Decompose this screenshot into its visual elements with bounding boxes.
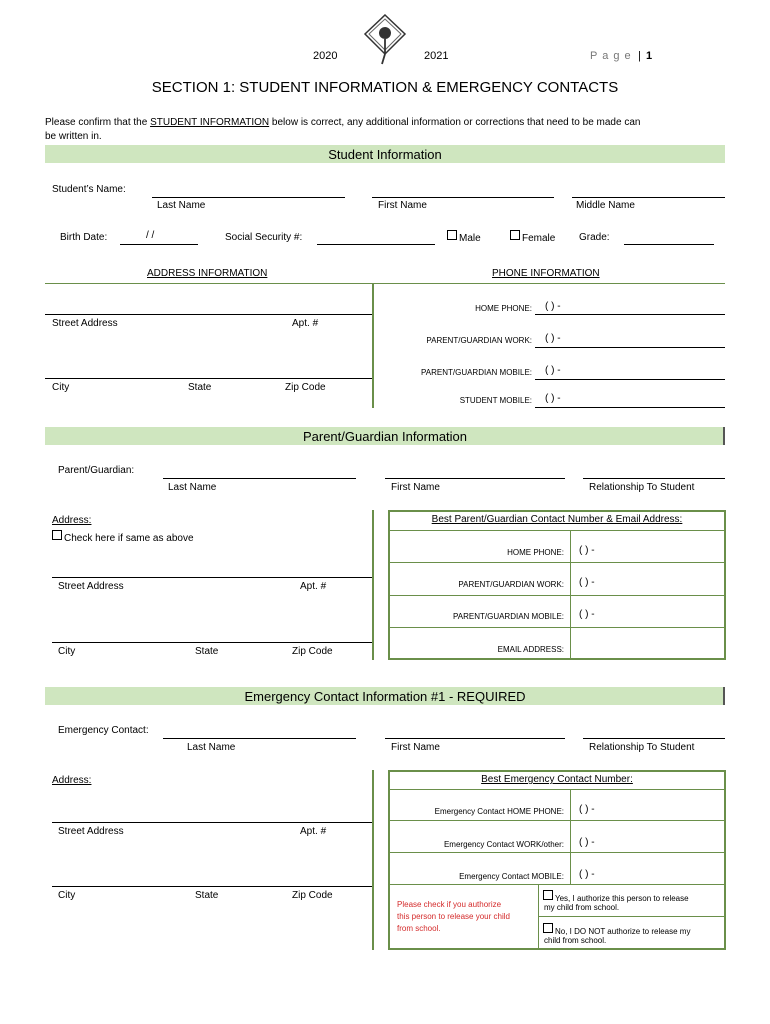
parent-address-label: Address: [52,515,92,526]
emergency-contact-header: Best Emergency Contact Number: [481,774,633,785]
phone-info-header: PHONE INFORMATION [492,268,600,279]
emergency-contact-label: Emergency Contact: [58,725,149,736]
student-section-divider [45,283,725,284]
ssn-field[interactable] [317,244,435,245]
birth-date-label: Birth Date: [60,232,108,243]
parent-city-caption: City [58,646,76,657]
authorize-note-line1: Please check if you authorize [397,900,502,909]
emergency-contact-row-line [388,789,724,790]
emergency-contact-row-line [388,852,724,853]
parent-mobile-phone-value[interactable]: ( ) - [579,609,595,620]
parent-street-field[interactable] [52,577,372,578]
band-edge [723,687,725,705]
emergency-home-phone-value[interactable]: ( ) - [579,804,595,815]
emergency-state-caption: State [195,890,219,901]
parent-contact-row-line [388,562,724,563]
student-last-name-caption: Last Name [157,200,206,211]
school-logo-icon [363,14,407,68]
student-parent-work-field[interactable] [535,347,725,348]
student-first-name-caption: First Name [378,200,427,211]
emergency-address-label: Address: [52,775,92,786]
page-title: SECTION 1: STUDENT INFORMATION & EMERGENCY CONTACTS [151,79,619,96]
year-start: 2020 [313,50,338,62]
student-mobile-label: STUDENT MOBILE: [459,396,532,405]
same-as-above-checkbox[interactable]: Check here if same as above [52,530,194,544]
female-checkbox[interactable]: Female [510,230,555,244]
authorize-no-line2: child from school. [544,936,607,945]
male-checkbox[interactable]: Male [447,230,481,244]
student-mobile-field[interactable] [535,407,725,408]
student-city-caption: City [52,382,70,393]
intro-text-line2: be written in. [45,131,102,142]
emergency-first-name-caption: First Name [391,742,440,753]
authorize-yes-line2: my child from school. [544,903,620,912]
page-number: 1 [646,50,653,62]
student-home-phone-field[interactable] [535,314,725,315]
emergency-street-field[interactable] [52,822,372,823]
emergency-contact-row-line [388,820,724,821]
parent-contact-row-line [388,530,724,531]
emergency-city-field[interactable] [52,886,372,887]
band-edge [723,427,725,445]
birth-date-value: / / [146,230,155,241]
student-apt-caption: Apt. # [292,318,319,329]
emergency-first-name-field[interactable] [385,738,565,739]
parent-home-phone-label: HOME PHONE: [507,548,564,557]
grade-field[interactable] [624,244,714,245]
parent-work-phone-value[interactable]: ( ) - [579,577,595,588]
emergency-apt-caption: Apt. # [300,826,327,837]
birth-date-field[interactable] [120,244,198,245]
student-name-label: Student’s Name: [52,184,126,195]
student-street-field[interactable] [45,314,372,315]
parent-contact-col-line [570,530,571,658]
checkbox-icon [52,530,62,540]
emergency-authorize-row-line [538,916,724,917]
student-home-phone-value: ( ) - [545,301,561,312]
parent-vertical-divider [372,510,374,660]
parent-first-name-caption: First Name [391,482,440,493]
authorize-note-line3: from school. [397,924,441,933]
student-street-caption: Street Address [52,318,118,329]
student-vertical-divider [372,283,374,408]
student-parent-work-label: PARENT/GUARDIAN WORK: [426,336,532,345]
emergency-relationship-field[interactable] [583,738,725,739]
student-middle-name-caption: Middle Name [576,200,635,211]
parent-apt-caption: Apt. # [300,581,327,592]
emergency-contact-col-line [570,789,571,885]
parent-email-label: EMAIL ADDRESS: [497,645,564,654]
authorize-yes-checkbox[interactable]: Yes, I authorize this person to release [543,890,689,903]
checkbox-icon [543,890,553,900]
emergency-contact-row-line [388,884,724,885]
parent-city-field[interactable] [52,642,372,643]
page-label: P a g e [590,50,632,62]
student-middle-name-field[interactable] [572,197,725,198]
emergency-authorize-col-line [538,884,539,948]
parent-label: Parent/Guardian: [58,465,135,476]
parent-home-phone-value[interactable]: ( ) - [579,545,595,556]
parent-relationship-field[interactable] [583,478,725,479]
student-city-field[interactable] [45,378,372,379]
page-separator: | [638,50,641,62]
checkbox-icon [543,923,553,933]
parent-street-caption: Street Address [58,581,124,592]
parent-work-phone-label: PARENT/GUARDIAN WORK: [458,580,564,589]
emergency-last-name-field[interactable] [163,738,356,739]
emergency-city-caption: City [58,890,76,901]
student-home-phone-label: HOME PHONE: [475,304,532,313]
checkbox-icon [510,230,520,240]
parent-contact-header: Best Parent/Guardian Contact Number & Email Address: [431,514,683,525]
parent-state-caption: State [195,646,219,657]
student-parent-mobile-field[interactable] [535,379,725,380]
student-first-name-field[interactable] [372,197,554,198]
parent-contact-row-line [388,595,724,596]
student-info-band: Student Information [45,145,725,163]
parent-info-band: Parent/Guardian Information [45,427,725,445]
parent-zip-caption: Zip Code [292,646,333,657]
parent-email-field[interactable] [572,630,722,656]
emergency-mobile-phone-value[interactable]: ( ) - [579,869,595,880]
authorize-no-checkbox[interactable]: No, I DO NOT authorize to release my [543,923,690,936]
emergency-info-band: Emergency Contact Information #1 - REQUIRED [45,687,725,705]
checkbox-icon [447,230,457,240]
address-info-header: ADDRESS INFORMATION [147,268,268,279]
emergency-work-phone-label: Emergency Contact WORK/other: [443,840,564,849]
emergency-relationship-caption: Relationship To Student [589,742,695,753]
emergency-home-phone-label: Emergency Contact HOME PHONE: [434,807,564,816]
emergency-street-caption: Street Address [58,826,124,837]
emergency-mobile-phone-label: Emergency Contact MOBILE: [459,872,564,881]
student-parent-work-value: ( ) - [545,333,561,344]
authorize-note-line2: this person to release your child [397,912,510,921]
parent-first-name-field[interactable] [385,478,565,479]
emergency-work-phone-value[interactable]: ( ) - [579,837,595,848]
student-state-caption: State [188,382,212,393]
parent-relationship-caption: Relationship To Student [589,482,695,493]
student-mobile-value: ( ) - [545,393,561,404]
parent-contact-row-line [388,627,724,628]
student-parent-mobile-label: PARENT/GUARDIAN MOBILE: [421,368,532,377]
emergency-zip-caption: Zip Code [292,890,333,901]
parent-last-name-caption: Last Name [168,482,217,493]
ssn-label: Social Security #: [225,232,303,243]
student-last-name-field[interactable] [152,197,345,198]
emergency-last-name-caption: Last Name [187,742,236,753]
grade-label: Grade: [579,232,610,243]
emergency-vertical-divider [372,770,374,950]
student-zip-caption: Zip Code [285,382,326,393]
parent-mobile-phone-label: PARENT/GUARDIAN MOBILE: [453,612,564,621]
parent-last-name-field[interactable] [163,478,356,479]
year-end: 2021 [424,50,449,62]
student-parent-mobile-value: ( ) - [545,365,561,376]
intro-text: Please confirm that the STUDENT INFORMATION below is correct, any additional information or corrections that need to be made can [45,117,641,128]
